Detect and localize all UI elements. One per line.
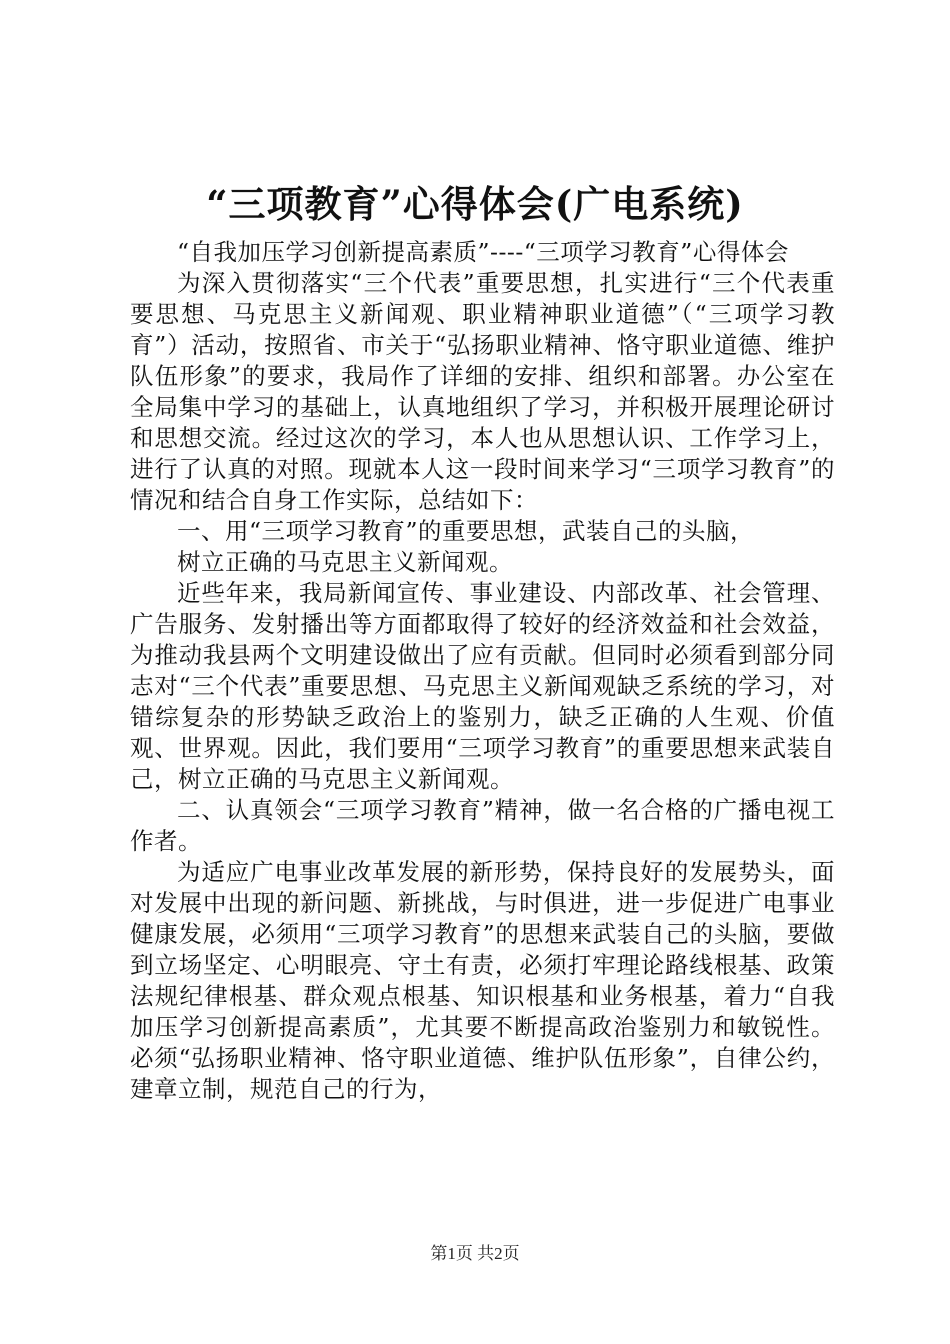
paragraph-section-1: 近些年来，我局新闻宣传、事业建设、内部改革、社会管理、广告服务、发射播出等方面都取得了较好的经济效益和社会效益，为推动我县两个文明建设做出了应有贡献。但同时必须看到部分同志对“三个代表”重要思想、马克思主义新闻观缺乏系统的学习，对错综复杂的形势缺乏政治上的鉴别力，缺乏正确的人生观、价值观、世界观。因此，我们要用“三项学习教育”的重要思想来武装自己，树立正确的马克思主义新闻观。 [130, 579, 835, 793]
section-heading-1-cont: 树立正确的马克思主义新闻观。 [177, 548, 513, 576]
paragraph-section-2: 为适应广电事业改革发展的新形势，保持良好的发展势头，面对发展中出现的新问题、新挑战，与时俱进，进一步促进广电事业健康发展，必须用“三项学习教育”的思想来武装自己的头脑，要做到立场坚定、心明眼亮、守土有责，必须打牢理论路线根基、政策法规纪律根基、群众观点根基、知识根基和业务根基，着力“自我加压学习创新提高素质”，尤其要不断提高政治鉴别力和敏锐性。必须“弘扬职业精神、恪守职业道德、维护队伍形象”，自律公约，建章立制，规范自己的行为， [130, 858, 835, 1103]
document-title: “三项教育”心得体会(广电系统) [206, 182, 744, 226]
document-body [130, 237, 835, 1105]
section-heading-2: 二、认真领会“三项学习教育”精神，做一名合格的广播电视工作者。 [130, 796, 835, 855]
page-number-footer: 第1页 共2页 [430, 1244, 520, 1263]
document-subtitle: “自我加压学习创新提高素质”----“三项学习教育”心得体会 [177, 238, 789, 266]
section-heading-1: 一、用“三项学习教育”的重要思想，武装自己的头脑， [177, 517, 755, 545]
paragraph-intro: 为深入贯彻落实“三个代表”重要思想，扎实进行“三个代表重要思想、马克思主义新闻观、职业精神职业道德”（“三项学习教育”）活动，按照省、市关于“弘扬职业精神、恪守职业道德、维护队伍形象”的要求，我局作了详细的安排、组织和部署。办公室在全局集中学习的基础上，认真地组织了学习，并积极开展理论研讨和思想交流。经过这次的学习，本人也从思想认识、工作学习上，进行了认真的对照。现就本人这一段时间来学习“三项学习教育”的情况和结合自身工作实际，总结如下： [130, 269, 835, 514]
